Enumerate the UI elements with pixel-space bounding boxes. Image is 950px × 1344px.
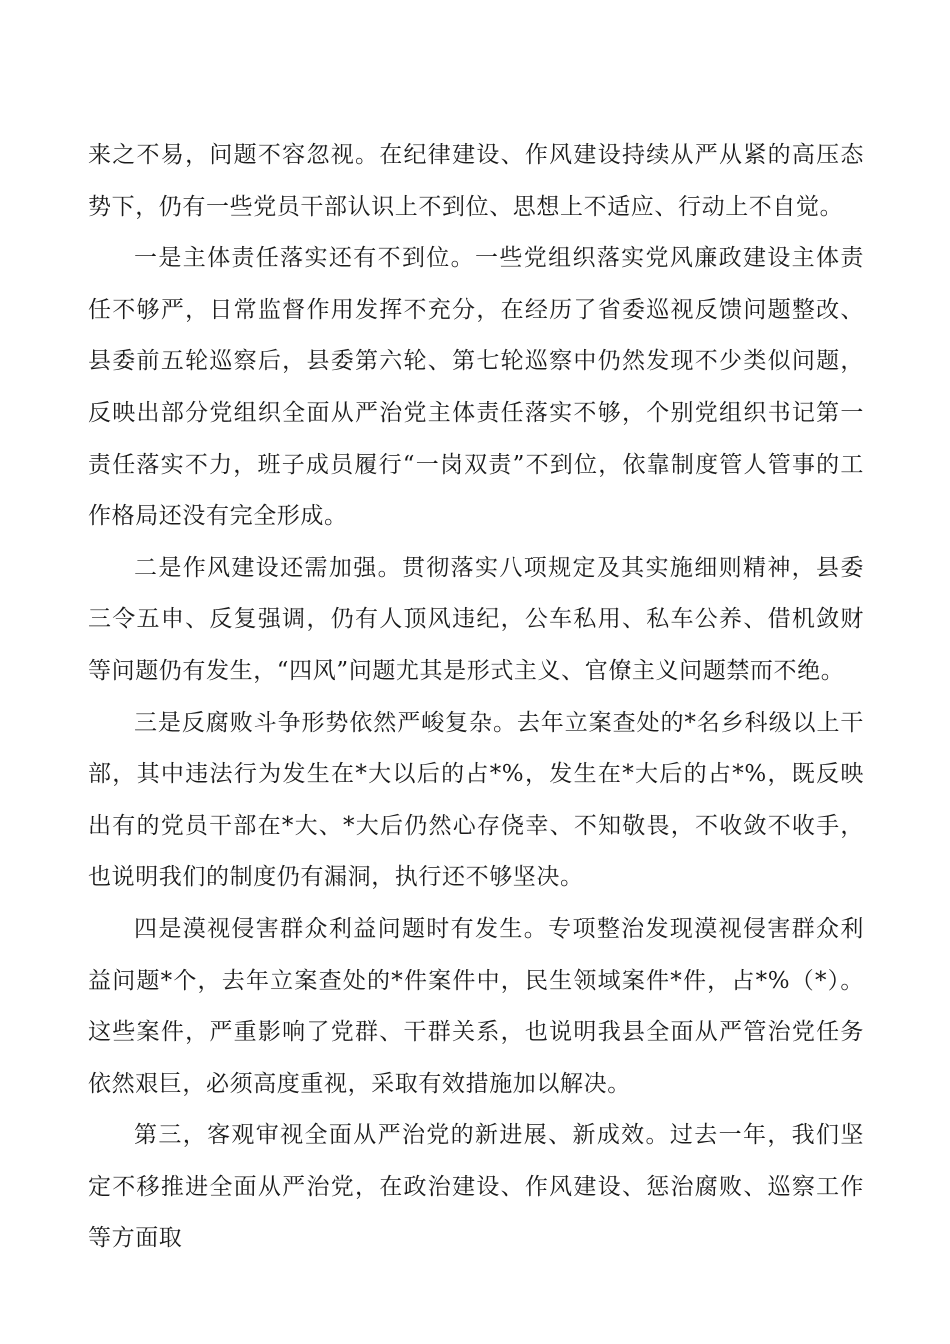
paragraph-anti-corruption: 三是反腐败斗争形势依然严峻复杂。去年立案查处的*名乡科级以上干部，其中违法行为发生在*大以后的占*%，发生在*大后的占*%，既反映出有的党员干部在*大、*大后仍然心存侥幸、不知敬畏，不收敛不收手，也说明我们的制度仍有漏洞，执行还不够坚决。 xyxy=(88,709,864,891)
document-body xyxy=(88,130,864,1265)
paragraph-work-style: 二是作风建设还需加强。贯彻落实八项规定及其实施细则精神，县委三令五申、反复强调，仍有人顶风违纪，公车私用、私车公养、借机敛财等问题仍有发生，“四风”问题尤其是形式主义、官僚主义问题禁而不绝。 xyxy=(88,554,864,684)
paragraph-continuation: 来之不易，问题不容忽视。在纪律建设、作风建设持续从严从紧的高压态势下，仍有一些党员干部认识上不到位、思想上不适应、行动上不自觉。 xyxy=(88,142,864,220)
paragraph-main-responsibility: 一是主体责任落实还有不到位。一些党组织落实党风廉政建设主体责任不够严，日常监督作用发挥不充分，在经历了省委巡视反馈问题整改、县委前五轮巡察后，县委第六轮、第七轮巡察中仍然发现不少类似问题，反映出部分党组织全面从严治党主体责任落实不够，个别党组织书记第一责任落实不力，班子成员履行“一岗双责”不到位，依靠制度管人管事的工作格局还没有完全形成。 xyxy=(88,245,864,530)
paragraph-public-interest: 四是漠视侵害群众利益问题时有发生。专项整治发现漠视侵害群众利益问题*个，去年立案查处的*件案件中，民生领域案件*件，占*%（*）。这些案件，严重影响了党群、干群关系，也说明我县全面从严管治党任务依然艰巨，必须高度重视，采取有效措施加以解决。 xyxy=(88,915,864,1097)
paragraph-third-section: 第三，客观审视全面从严治党的新进展、新成效。过去一年，我们坚定不移推进全面从严治党，在政治建设、作风建设、惩治腐败、巡察工作等方面取 xyxy=(88,1122,864,1252)
